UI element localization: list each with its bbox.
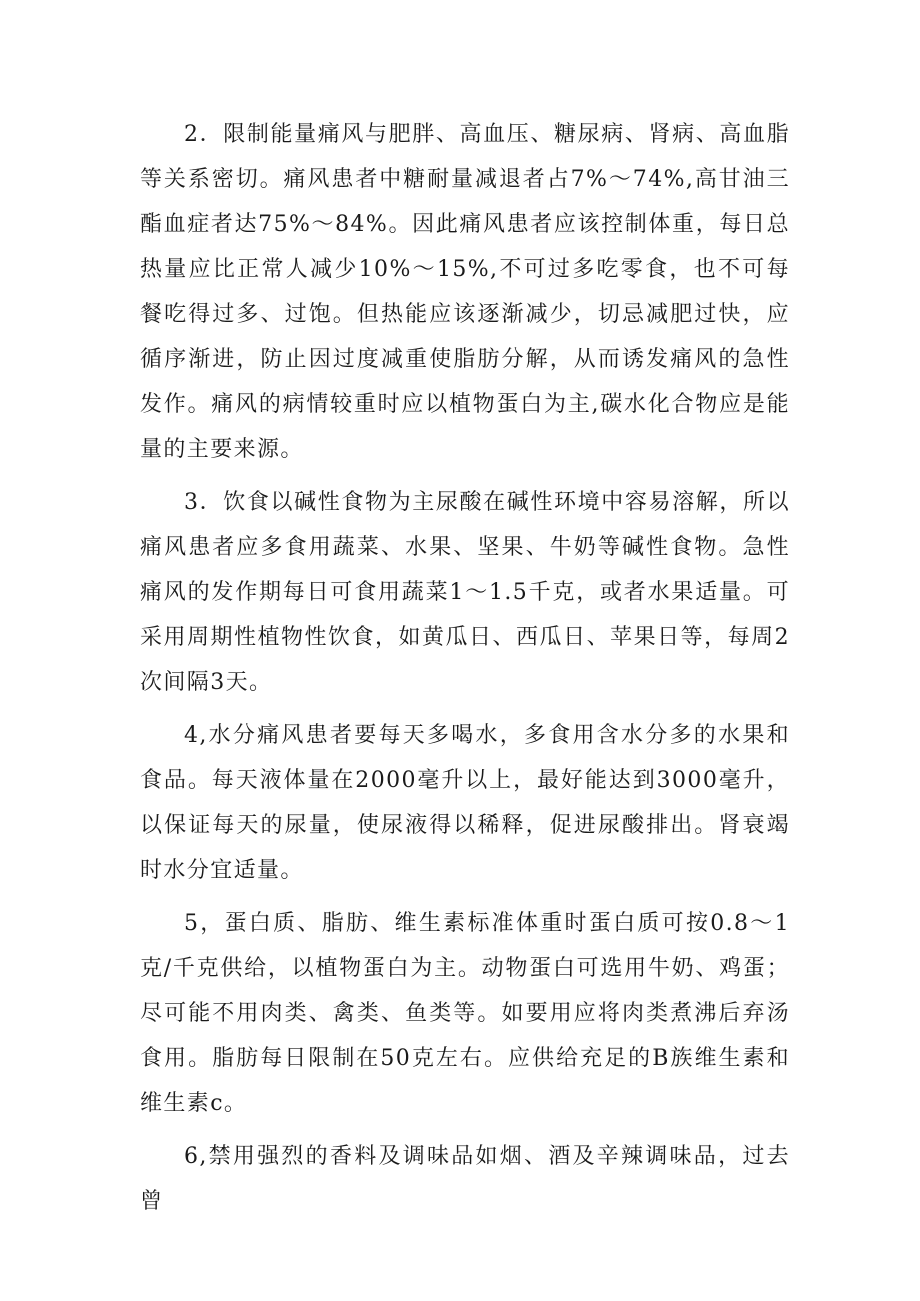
paragraph-energy-restriction: 2．限制能量痛风与肥胖、高血压、糖尿病、肾病、高血脂等关系密切。痛风患者中糖耐量减退者占7%～74%,高甘油三酯血症者达75%～84%。因此痛风患者应该控制体重，每日总热量应比正常人减少10%～15%,不可过多吃零食，也不可每餐吃得过多、过饱。但热能应该逐渐减少，切忌减肥过快，应循序渐进，防止因过度减重使脂肪分解，从而诱发痛风的急性发作。痛风的病情较重时应以植物蛋白为主,碳水化合物应是能量的主要来源。: [140, 122, 790, 462]
paragraph-alkaline-food: 3．饮食以碱性食物为主尿酸在碱性环境中容易溶解，所以痛风患者应多食用蔬菜、水果、坚果、牛奶等碱性食物。急性痛风的发作期每日可食用蔬菜1～1.5千克，或者水果适量。可采用周期性植物性饮食，如黄瓜日、西瓜日、苹果日等，每周2次间隔3天。: [140, 490, 790, 695]
paragraph-water-intake: 4,水分痛风患者要每天多喝水，多食用含水分多的水果和食品。每天液体量在2000毫升以上，最好能达到3000毫升，以保证每天的尿量，使尿液得以稀释，促进尿酸排出。肾衰竭时水分宜适量。: [140, 723, 790, 883]
paragraph-spices-prohibited: 6,禁用强烈的香料及调味品如烟、酒及辛辣调味品，过去曾: [140, 1144, 790, 1214]
document-body: [140, 112, 790, 1232]
paragraph-protein-fat-vitamin: 5，蛋白质、脂肪、维生素标准体重时蛋白质可按0.8～1克/千克供给，以植物蛋白为主。动物蛋白可选用牛奶、鸡蛋；尽可能不用肉类、禽类、鱼类等。如要用应将肉类煮沸后弃汤食用。脂肪每日限制在50克左右。应供给充足的B族维生素和维生素c。: [140, 911, 790, 1116]
